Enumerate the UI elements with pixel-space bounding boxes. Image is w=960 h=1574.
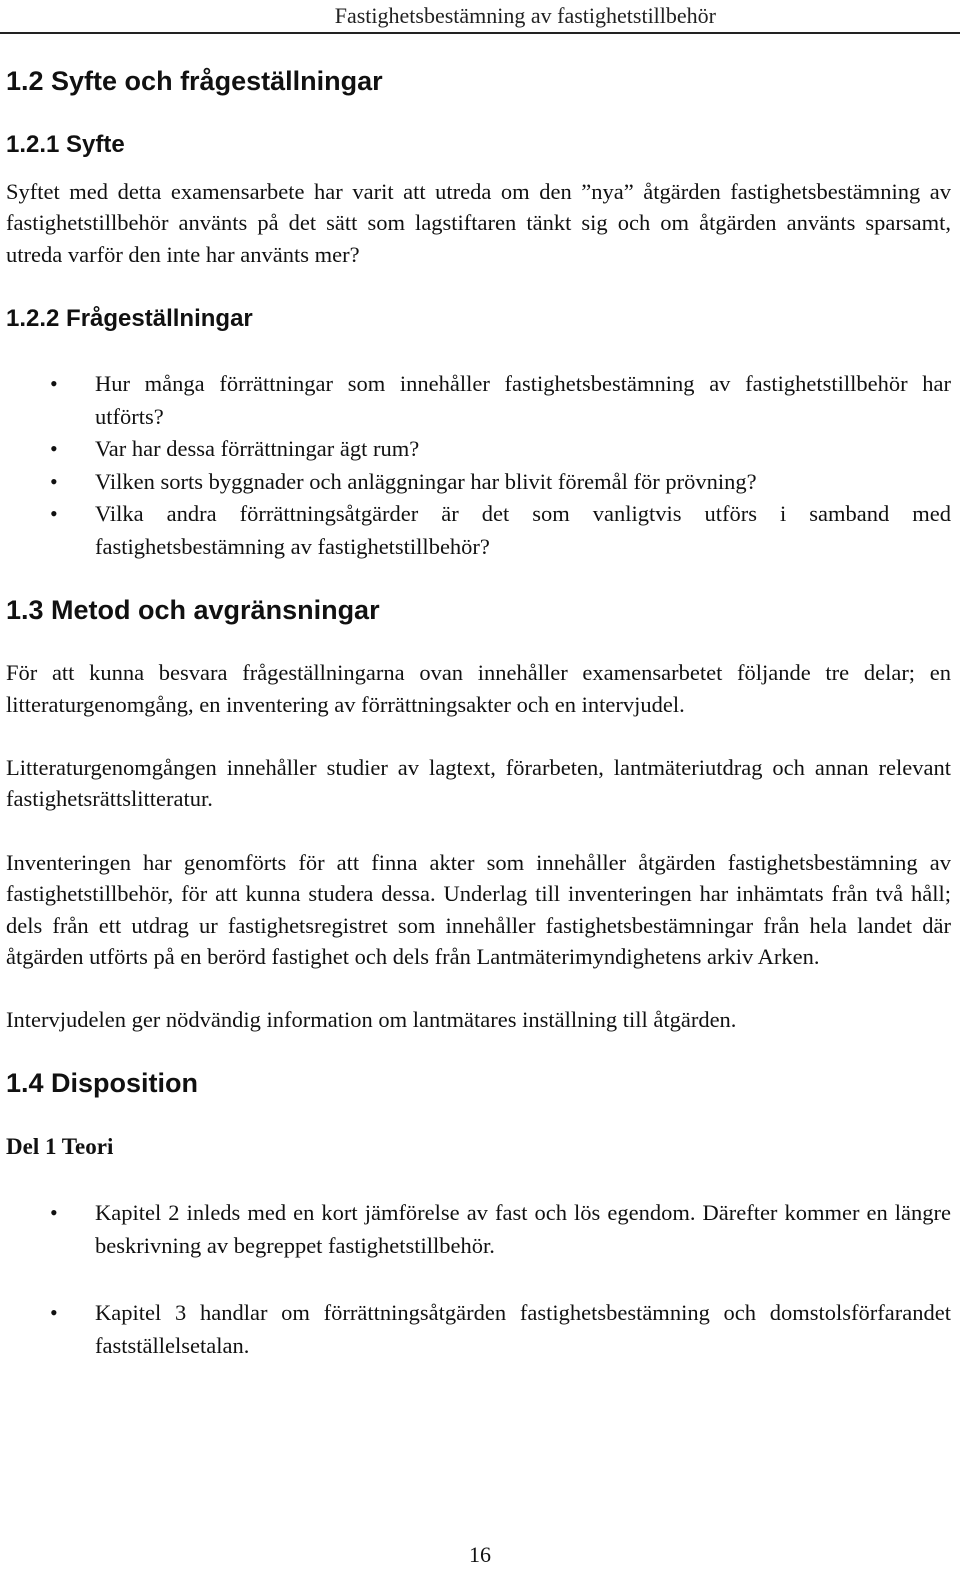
interview-paragraph: Intervjudelen ger nödvändig information om lantmätares inställning till åtgärden. [6, 1007, 737, 1033]
list-item: • Kapitel 2 inleds med en kort jämförelse av fast och lös egendom. Därefter kommer en längre beskrivning av begreppet fastighetstillbehör. [6, 1196, 951, 1262]
section-heading-1-3: 1.3 Metod och avgränsningar [6, 595, 380, 626]
list-item: • Vilka andra förrättningsåtgärder är det som vanligtvis utförs i samband med fastighetsbestämning av fastighetstillbehör? [6, 498, 951, 563]
list-item: • Hur många förrättningar som innehåller fastighetsbestämning av fastighetstillbehör har utförts? [6, 368, 951, 433]
purpose-paragraph: Syftet med detta examensarbete har varit att utreda om den ”nya” åtgärden fastighetsbestämning av fastighetstillbehör använts på det sätt som lagstiftaren tänkt sig och om åtgärden använts sparsamt, utreda varför den inte har använts mer? [6, 179, 951, 267]
disposition-list [6, 1196, 951, 1362]
questions-list [6, 368, 951, 563]
bullet-icon: • [50, 436, 58, 462]
bullet-icon: • [50, 371, 58, 397]
section-heading-1-4: 1.4 Disposition [6, 1067, 199, 1098]
header-rule [0, 32, 960, 34]
inventory-paragraph: Inventeringen har genomförts för att finna akter som innehåller åtgärden fastighetsbestämning av fastighetstillbehör, för att kunna studera dessa. Underlag till inventeringen har inhämtats från två håll; dels från ett utdrag ur fastighetsregistret som innehåller fastighetsbestämningar från hela landet där åtgärden utförts på en berörd fastighet och dels från Lantmäterimyndighetens arkiv Arken. [6, 849, 951, 970]
section-heading-1-2: 1.2 Syfte och frågeställningar [6, 66, 383, 96]
running-header: Fastighetsbestämning av fastighetstillbehör [334, 3, 716, 28]
bullet-icon: • [50, 501, 58, 527]
bullet-icon: • [50, 468, 58, 494]
literature-paragraph: Litteraturgenomgången innehåller studier av lagtext, förarbeten, lantmäteriutdrag och annan relevant fastighetsrättslitteratur. [6, 755, 951, 812]
bullet-icon: • [50, 1299, 58, 1325]
list-item: • Vilken sorts byggnader och anläggningar har blivit föremål för prövning? [6, 466, 951, 499]
method-paragraph: För att kunna besvara frågeställningarna ovan innehåller examensarbetet följande tre delar; en litteraturgenomgång, en inventering av förrättningsakter och en intervjudel. [6, 660, 951, 717]
part-heading: Del 1 Teori [6, 1133, 114, 1159]
bullet-icon: • [50, 1199, 58, 1225]
subsection-heading-1-2-2: 1.2.2 Frågeställningar [6, 305, 253, 333]
page-content [6, 60, 951, 1362]
list-item: • Var har dessa förrättningar ägt rum? [6, 433, 951, 466]
subsection-heading-1-2-1: 1.2.1 Syfte [6, 131, 125, 158]
list-item: • Kapitel 3 handlar om förrättningsåtgärden fastighetsbestämning och domstolsförfarandet fastställelsetalan. [6, 1296, 951, 1362]
page-number: 16 [469, 1542, 491, 1567]
